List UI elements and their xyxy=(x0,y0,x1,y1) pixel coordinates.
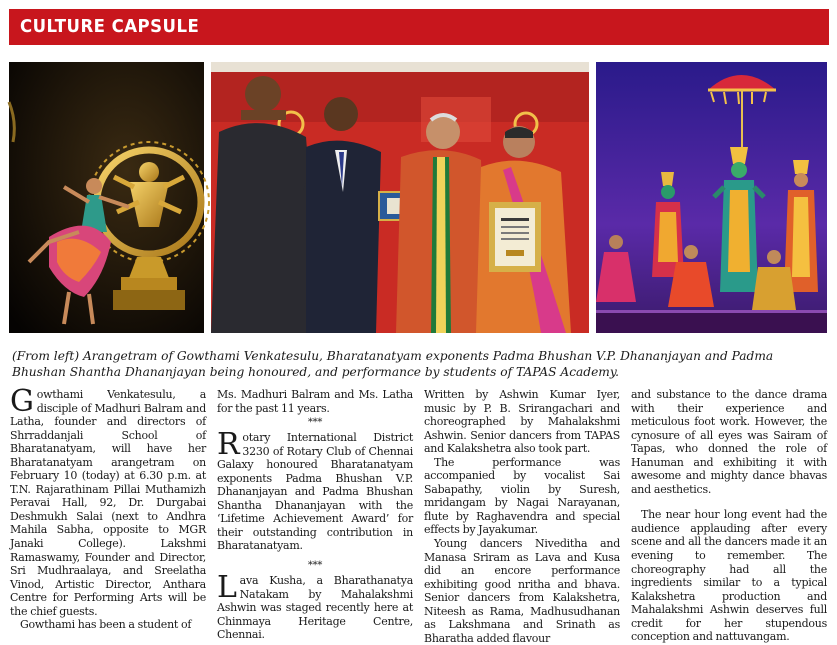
article-paragraph: and substance to the dance drama with their experience and meticulous foot work. However, the cynosure of all eyes was Sairam of Tapas, who donned the role of Hanuman and exhibiting it with awesome and mighty dance bhavas and aesthetics. xyxy=(631,388,827,496)
article-paragraph: Written by Ashwin Kumar Iyer, music by P. B. Srirangachari and choreographed by Mahalakshmi Ashwin. Senior dancers from TAPAS and Kalakshetra also took part. xyxy=(424,388,620,456)
section-header-bar xyxy=(9,9,829,45)
dance-drama-stage-photo xyxy=(596,62,827,333)
drop-cap: R xyxy=(217,427,240,463)
article-column-2 xyxy=(217,388,413,642)
section-separator: *** xyxy=(307,417,323,429)
section-separator: *** xyxy=(307,560,323,572)
article-paragraph: The near hour long event had the audience applauding after every scene and all the dancers made it an evening to remember. The choreography had all the ingredients similar to a typical Kalakshetra production and Mahalakshmi Ashwin deserves full credit for her stupendous conception and nattuvangam. xyxy=(631,508,827,644)
article-column-4 xyxy=(631,388,827,644)
drop-cap: G xyxy=(10,384,34,419)
award-ceremony-photo xyxy=(211,62,589,333)
article-paragraph: Ms. Madhuri Balram and Ms. Latha for the past 11 years. xyxy=(217,388,413,415)
dancer-with-nataraja-photo xyxy=(9,62,204,333)
article-paragraph: Rotary International District 3230 of Rotary Club of Chennai Galaxy honoured Bharatanatyam exponents Padma Bhushan V.P. Dhananjayan and Padma Bhushan Shantha Dhananjayan with the ‘Lifetime Achievement Award’ for their outstanding contribution in Bharatanatyam. xyxy=(217,427,413,553)
article-paragraph: Gowthami Venkatesulu, a disciple of Madhuri Balram and Latha, founder and directors of Shrraddanjali School of Bharatanatyam, will have her Bharatanatyam arangetram on February 10 (today) at 6.30 p.m. at T.N. Rajarathinam Pillai Muthamizh Peravai Hall, 92, Dr. Durgabai Deshmukh Salai (next to Andhra Mahila Sabha, opposite to MGR Janaki College). Lakshmi Ramaswamy, Founder and Director, Sri Mudhraalaya, and Sreelatha Vinod, Artistic Director, Anthara Centre for Performing Arts will be the chief guests. xyxy=(10,384,206,618)
article-paragraph: Gowthami has been a student of xyxy=(20,618,192,632)
article-paragraph: Lava Kusha, a Bharathanatya Natakam by Mahalakshmi Ashwin was staged recently here at Chinmaya Heritage Centre, Chennai. xyxy=(217,570,413,642)
article-paragraph: The performance was accompanied by vocalist Sai Sabapathy, violin by Suresh, mridangam by Nagai Narayanan, flute by Raghavendra and special effects by Jayakumar. xyxy=(424,455,620,537)
article-column-1 xyxy=(10,384,206,632)
article-column-3 xyxy=(424,388,620,645)
paragraph-gap xyxy=(631,496,827,508)
section-title: CULTURE CAPSULE xyxy=(20,16,200,37)
photo-caption: (From left) Arangetram of Gowthami Venkatesulu, Bharatanatyam exponents Padma Bhushan V.P. Dhananjayan and Padma Bhushan Shantha Dhananjayan being honoured, and performance by students of TAPAS Academy. xyxy=(12,349,774,379)
article-paragraph: Young dancers Niveditha and Manasa Sriram as Lava and Kusa did an encore performance exhibiting good nritha and bhava. Senior dancers from Kalakshetra, Niteesh as Rama, Madhusudhanan as Lakshmana and Srinath as Bharatha added flavour xyxy=(424,537,620,645)
drop-cap: L xyxy=(217,570,237,606)
